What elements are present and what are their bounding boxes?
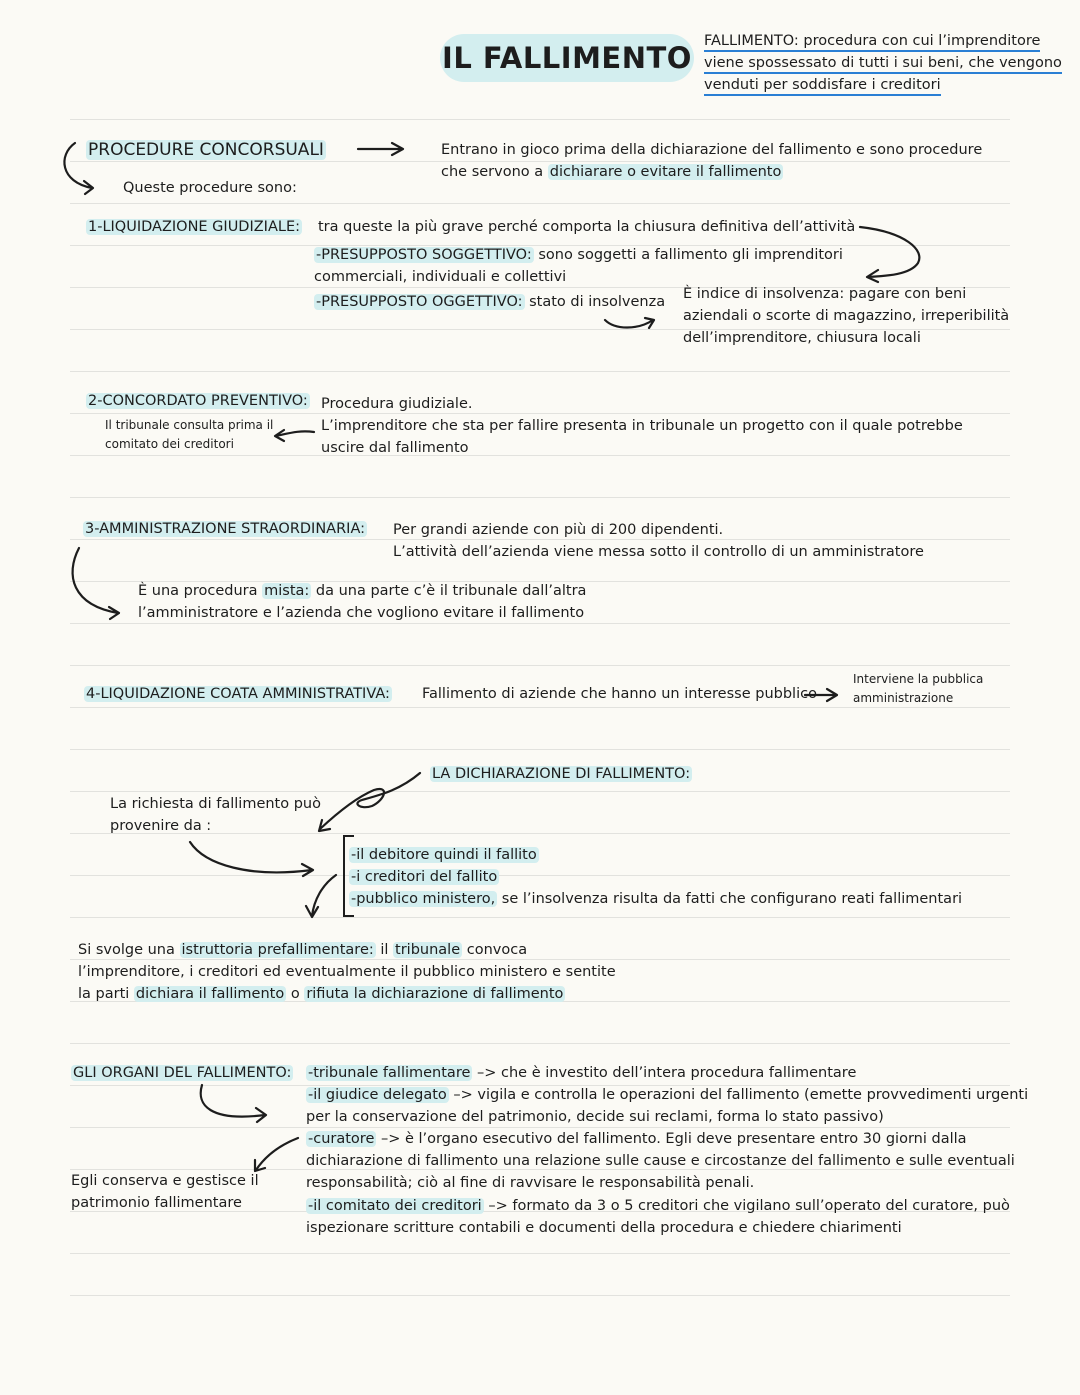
coatta-note-2: amministrazione: [853, 691, 954, 705]
concordato-label: 2-CONCORDATO PREVENTIVO:: [88, 393, 308, 409]
presupposto-oggettivo: -PRESUPPOSTO OGGETTIVO: stato di insolvenza: [316, 294, 666, 310]
istruttoria-line-3: la parti dichiara il fallimento o rifiuta la dichiarazione di fallimento: [78, 986, 564, 1002]
organo-comitato: -il comitato dei creditori –> formato da 3 o 5 creditori che vigilano sull’operato del curatore, può: [308, 1198, 1010, 1214]
indice-insolvenza-1: È indice di insolvenza: pagare con beni: [683, 286, 967, 302]
organo-curatore-3: responsabilità; ciò al fine di ravvisare le responsabilità penali.: [306, 1175, 755, 1191]
curved-arrow-icon: [201, 1085, 266, 1122]
indice-insolvenza-3: dell’imprenditore, chiusura locali: [683, 330, 921, 346]
procedure-desc-1: Entrano in gioco prima della dichiarazione del fallimento e sono procedure: [441, 142, 983, 158]
curved-arrow-icon: [605, 318, 654, 328]
amministrazione-label: 3-AMMINISTRAZIONE STRAORDINARIA:: [85, 521, 365, 537]
organi-heading: GLI ORGANI DEL FALLIMENTO:: [73, 1065, 292, 1081]
organo-curatore-2: dichiarazione di fallimento una relazione sulle cause e circostanze del fallimento e sulle eventuali: [306, 1153, 1015, 1169]
amministrazione-line-1: Per grandi aziende con più di 200 dipendenti.: [393, 522, 724, 538]
curved-arrow-icon: [73, 548, 119, 619]
concordato-line-1: Procedura giudiziale.: [321, 396, 473, 412]
definition-line-3: venduti per soddisfare i creditori: [704, 74, 941, 96]
concordato-note-1: Il tribunale consulta prima il: [105, 418, 274, 432]
curatore-note-2: patrimonio fallimentare: [71, 1195, 242, 1211]
indice-insolvenza-2: aziendali o scorte di magazzino, irreperibilità: [683, 308, 1010, 324]
curved-arrow-icon: [860, 227, 919, 282]
coatta-note-1: Interviene la pubblica: [853, 672, 984, 686]
richiesta-line-2: provenire da :: [110, 818, 212, 834]
organo-giudice: -il giudice delegato –> vigila e controlla le operazioni del fallimento (emette provvedimenti urgenti: [308, 1087, 1029, 1103]
curved-arrow-icon: [255, 1138, 298, 1171]
coatta-label: 4-LIQUIDAZIONE COATA AMMINISTRATIVA:: [86, 686, 390, 702]
richiedente-pm: -pubblico ministero, se l’insolvenza risulta da fatti che configurano reati fallimentari: [351, 891, 963, 907]
dichiarazione-heading: LA DICHIARAZIONE DI FALLIMENTO:: [432, 766, 691, 782]
liquidazione-text: tra queste la più grave perché comporta la chiusura definitiva dell’attività: [318, 219, 856, 235]
procedure-desc-2: che servono a dichiarare o evitare il fallimento: [441, 164, 782, 180]
organo-curatore: -curatore –> è l’organo esecutivo del fallimento. Egli deve presentare entro 30 giorni dalla: [308, 1131, 967, 1147]
page-title: IL FALLIMENTO: [440, 34, 694, 82]
curatore-note-1: Egli conserva e gestisce il: [71, 1173, 259, 1189]
richiedente-debitore: -il debitore quindi il fallito: [351, 847, 537, 863]
amministrazione-line-2: L’attività dell’azienda viene messa sotto il controllo di un amministratore: [393, 544, 924, 560]
curved-arrow-icon: [190, 842, 313, 876]
definition-line-1: FALLIMENTO: procedura con cui l’imprenditore: [704, 30, 1040, 52]
loop-arrow-icon: [319, 773, 420, 831]
curved-arrow-icon: [306, 875, 336, 917]
concordato-note-2: comitato dei creditori: [105, 437, 234, 451]
procedure-heading: PROCEDURE CONCORSUALI: [88, 140, 324, 160]
concordato-line-3: uscire dal fallimento: [321, 440, 469, 456]
procedura-mista-1: È una procedura mista: da una parte c’è il tribunale dall’altra: [138, 583, 587, 599]
organo-giudice-2: per la conservazione del patrimonio, decide sui reclami, forma lo stato passivo): [306, 1109, 884, 1125]
coatta-text: Fallimento di aziende che hanno un interesse pubblico: [422, 686, 817, 702]
procedure-intro: Queste procedure sono:: [123, 180, 297, 196]
organo-tribunale: -tribunale fallimentare –> che è investito dell’intera procedura fallimentare: [308, 1065, 857, 1081]
richiesta-line-1: La richiesta di fallimento può: [110, 796, 321, 812]
presupposto-soggettivo-2: commerciali, individuali e collettivi: [314, 269, 567, 285]
richiedente-creditori: -i creditori del fallito: [351, 869, 498, 885]
arrow-right-icon: [358, 143, 403, 155]
arrow-left-icon: [275, 430, 314, 441]
istruttoria-line-1: Si svolge una istruttoria prefallimentare: il tribunale convoca: [78, 942, 528, 958]
definition-line-2: viene spossessato di tutti i sui beni, che vengono: [704, 52, 1062, 74]
concordato-line-2: L’imprenditore che sta per fallire presenta in tribunale un progetto con il quale potrebbe: [321, 418, 963, 434]
organo-comitato-2: ispezionare scritture contabili e documenti della procedura e chiedere chiarimenti: [306, 1220, 902, 1236]
procedura-mista-2: l’amministratore e l’azienda che vogliono evitare il fallimento: [138, 605, 585, 621]
liquidazione-label: 1-LIQUIDAZIONE GIUDIZIALE:: [88, 219, 301, 235]
istruttoria-line-2: l’imprenditore, i creditori ed eventualmente il pubblico ministero e sentite: [78, 964, 616, 980]
presupposto-soggettivo: -PRESUPPOSTO SOGGETTIVO: sono soggetti a fallimento gli imprenditori: [316, 247, 843, 263]
